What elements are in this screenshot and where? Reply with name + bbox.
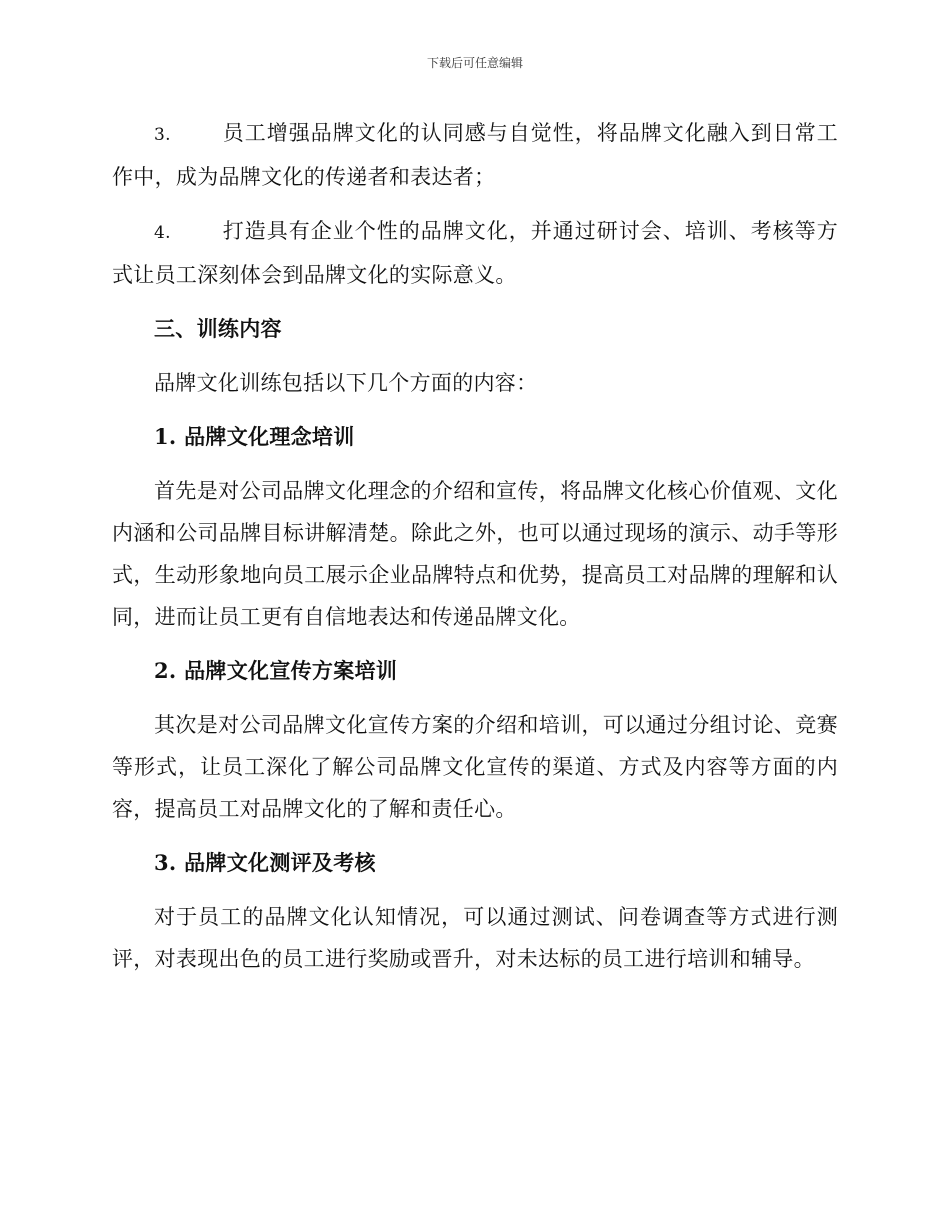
- paragraph-promotion-plan: 其次是对公司品牌文化宣传方案的介绍和培训，可以通过分组讨论、竞赛等形式，让员工深化了解公司品牌文化宣传的渠道、方式及内容等方面的内容，提高员工对品牌文化的了解和责任心。: [112, 713, 838, 821]
- subsection-heading-promotion-plan: 2. 品牌文化宣传方案培训: [154, 658, 398, 683]
- list-item-4: [112, 210, 838, 296]
- section-intro-paragraph: 品牌文化训练包括以下几个方面的内容：: [154, 371, 538, 395]
- paragraph-brand-concept: 首先是对公司品牌文化理念的介绍和宣传，将品牌文化核心价值观、文化内涵和公司品牌目标讲解清楚。除此之外，也可以通过现场的演示、动手等形式，生动形象地向员工展示企业品牌特点和优势，提高员工对品牌的理解和认同，进而让员工更有自信地表达和传递品牌文化。: [112, 479, 838, 629]
- list-item-text: 打造具有企业个性的品牌文化，并通过研讨会、培训、考核等方式让员工深刻体会到品牌文化的实际意义。: [112, 219, 838, 287]
- list-item-3: [112, 112, 838, 198]
- section-heading-training-content: 三、训练内容: [154, 316, 282, 341]
- list-number: 3.: [154, 125, 171, 145]
- document-body: [112, 112, 838, 992]
- page-header: 下载后可任意编辑: [426, 56, 523, 70]
- list-number: 4.: [154, 223, 171, 243]
- paragraph-assessment: 对于员工的品牌文化认知情况，可以通过测试、问卷调查等方式进行测评，对表现出色的员工进行奖励或晋升，对未达标的员工进行培训和辅导。: [112, 905, 838, 971]
- subsection-heading-assessment: 3. 品牌文化测评及考核: [154, 850, 376, 875]
- subsection-heading-brand-concept: 1. 品牌文化理念培训: [154, 424, 355, 449]
- list-item-text: 员工增强品牌文化的认同感与自觉性，将品牌文化融入到日常工作中，成为品牌文化的传递者和表达者；: [112, 121, 838, 189]
